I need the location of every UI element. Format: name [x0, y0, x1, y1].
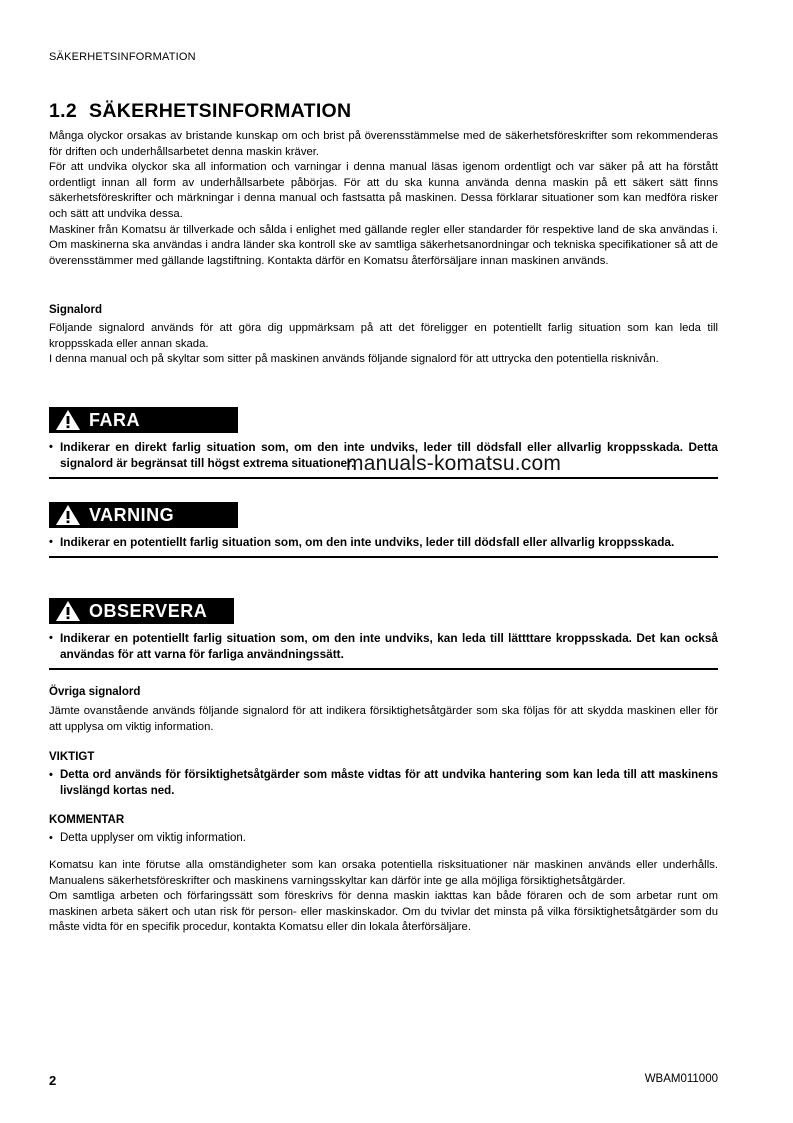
warning-triangle-icon [55, 409, 81, 431]
manual-page [49, 0, 718, 1123]
bullet: • [49, 536, 53, 548]
caution-text [49, 630, 718, 670]
important-heading: VIKTIGT [49, 751, 95, 763]
comment-text: Detta upplyser om viktig information. [60, 832, 246, 844]
document-code: WBAM011000 [644, 1073, 718, 1085]
caution-label [49, 598, 234, 624]
comment-item [49, 830, 718, 846]
running-header: SÄKERHETSINFORMATION [49, 51, 196, 63]
other-signalwords-heading: Övriga signalord [49, 686, 141, 698]
section-title [49, 100, 351, 123]
signalord-heading: Signalord [49, 304, 103, 316]
page-number: 2 [49, 1073, 57, 1088]
warning-label-text: VARNING [89, 504, 175, 525]
warning-triangle-icon [55, 504, 81, 526]
important-text: Detta ord används för försiktighetsåtgärder som måste vidtas för att undvika hantering som kan leda till att maskinens livslängd kortas ned. [60, 769, 718, 797]
watermark: manuals-komatsu.com [346, 452, 562, 475]
intro-paragraph: Maskiner från Komatsu är tillverkade och sålda i enlighet med gällande regler eller standarder för respektive land de ska användas i. Om maskinerna ska användas i andra länder ska kontroll ske av samtliga säkerhetsanordningar och tekniska specifikationer så att de överensstämmer med gällande lagstiftning. Kontakta därför en Komatsu återförsäljare innan maskinen används. [49, 223, 718, 267]
caution-description: Indikerar en potentiellt farlig situation som, om den inte undviks, kan leda till lättttare kroppsskada. Det kan också användas för att varna för farliga användningssätt. [60, 631, 718, 661]
closing-text [49, 858, 718, 936]
danger-label-text: FARA [89, 409, 140, 430]
comment-heading: KOMMENTAR [49, 814, 125, 826]
warning-label [49, 502, 238, 528]
signalord-paragraph: Följande signalord används för att göra dig uppmärksam på att det föreligger en potentiellt farlig situation som kan leda till kroppsskada eller annan skada. [49, 322, 718, 350]
warning-description: Indikerar en potentiellt farlig situation som, om den inte undviks, leder till dödsfall eller allvarlig kroppsskada. [60, 535, 675, 549]
important-item [49, 767, 718, 799]
closing-paragraph: Om samtliga arbeten och förfaringssätt som föreskrivs för denna maskin iakttas kan både föraren och de som arbetar runt om maskinen arbeta säkert och utan risk för person- eller maskinskador. Om du tvivlar det minsta på vilka försiktighetsåtgärder som du måste vidta för en specifik procedur, kontakta Komatsu eller din lokala återförsäljare. [49, 890, 718, 934]
signalord-paragraph: I denna manual och på skyltar som sitter på maskinen används följande signalord för att uttrycka den potentiella risknivån. [49, 353, 659, 366]
intro-paragraph: För att undvika olyckor ska all information och varningar i denna manual läsas igenom ordentligt och var säker på att ha förstått ordentligt innan all form av underhållsarbete påbörjas. För att du ska kunna använda denna maskin på ett säkert sätt finns säkerhetsföreskrifter och märkningar i denna manual och fastsatta på maskinen. Dessa förklarar situationer som kan medföra risker och sätt att undvika dessa. [49, 161, 718, 220]
warning-box [49, 502, 718, 558]
other-signalwords-text [49, 704, 718, 735]
other-signalwords-paragraph: Jämte ovanstående används följande signalord för att indikera försiktighetsåtgärder som ska följas för att skydda maskinen eller för att upplysa om viktig information. [49, 705, 718, 733]
danger-label [49, 407, 238, 433]
section-title-text: SÄKERHETSINFORMATION [89, 100, 352, 122]
bullet: • [49, 632, 53, 644]
warning-text [49, 534, 718, 558]
signalord-text [49, 321, 718, 368]
closing-paragraph: Komatsu kan inte förutse alla omständigheter som kan orsaka potentiella risksituationer när maskinen används eller underhålls. Manualens säkerhetsföreskrifter och maskinens varningsskyltar kan därför inte ge alla möjliga försiktighetsåtgärder. [49, 859, 718, 887]
caution-label-text: OBSERVERA [89, 600, 208, 621]
danger-description: Indikerar en direkt farlig situation som, om den inte undviks, leder till dödsfall eller allvarlig kroppsskada. Detta signalord är begränsat till högst extrema situationer. [60, 440, 718, 470]
bullet: • [49, 769, 53, 781]
intro-paragraph: Många olyckor orsakas av bristande kunskap om och brist på överensstämmelse med de säkerhetsföreskrifter som rekommenderas för driften och underhållsarbetet denna maskin kräver. [49, 130, 718, 158]
bullet: • [49, 441, 53, 453]
caution-box [49, 598, 718, 670]
warning-triangle-icon [55, 600, 81, 622]
bullet: • [49, 832, 53, 844]
intro-text [49, 129, 718, 269]
section-number: 1.2 [49, 100, 78, 122]
